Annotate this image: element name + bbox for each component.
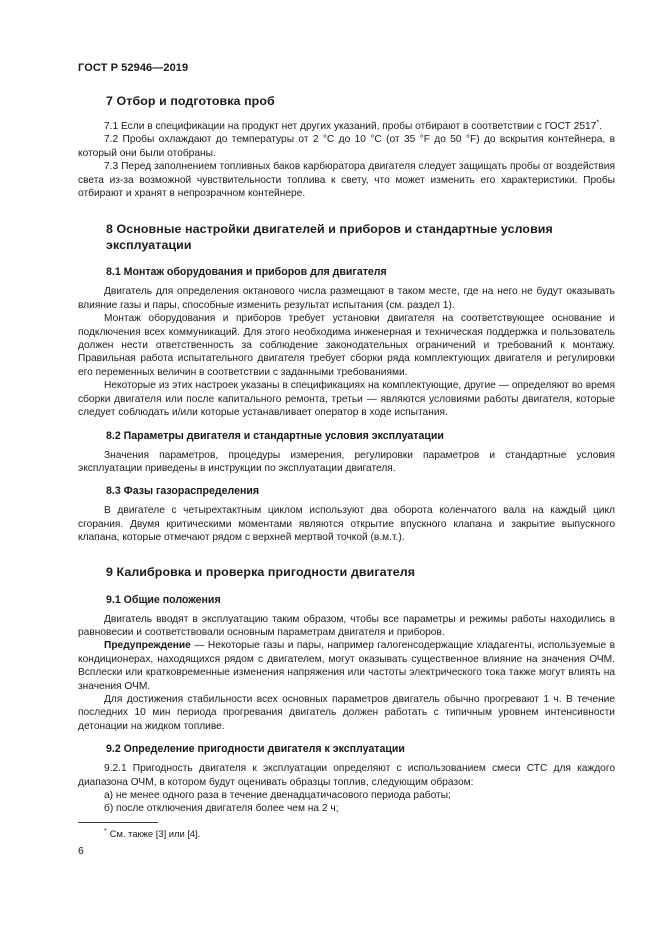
paragraph-8-3: В двигателе с четырехтактным циклом используют два оборота коленчатого вала на каждый цикл сгорания. Двумя критическими моментами являются открытие впускного клапана и закрытие выпускного клапана, которые отмечают рядом с верхней мертвой точкой (в.м.т.). [78, 505, 615, 544]
paragraph-8-1-a: Двигатель для определения октанового числа размещают в таком месте, где на него не будут оказывать влияние газы и пары, способные изменить результат испытания (см. раздел 1). [78, 286, 615, 311]
section-9-title: 9 Калибровка и проверка пригодности двигателя [106, 564, 416, 579]
subsection-8-1-title: 8.1 Монтаж оборудования и приборов для двигателя [106, 266, 387, 279]
footnote-reference: * [596, 119, 600, 127]
warning-text: — Некоторые газы и пары, например галогенсодержащие хладагенты, используемые в кондиционерах, находящихся рядом с двигателем, могут оказывать существенное влияние на значения ОЧМ. Всплески или кратковременные изменения напряжения или частоты электрического тока также могут влиять на значения ОЧМ. [78, 640, 615, 692]
section-8-title: 8 Основные настройки двигателей и приборов и стандартные условия эксплуатации [106, 222, 553, 253]
list-item-a: а) не менее одного раза в течение двенадцатичасового периода работы; [104, 790, 451, 801]
list-item-b: б) после отключения двигателя более чем на 2 ч; [104, 803, 339, 815]
page-content [78, 93, 615, 816]
paragraph-7-1 [78, 120, 615, 133]
subsection-8-3-title: 8.3 Фазы газораспределения [106, 485, 260, 498]
subsection-9-2-title: 9.2 Определение пригодности двигателя к эксплуатации [106, 743, 405, 756]
footnote-text: См. также [3] или [4]. [109, 828, 201, 839]
page-number: 6 [78, 845, 84, 857]
standard-header: ГОСТ Р 52946—2019 [78, 62, 189, 74]
subsection-9-1-title: 9.1 Общие положения [106, 593, 221, 606]
paragraph-8-1-b: Монтаж оборудования и приборов требует установки двигателя на соответствующее основание и подключения всех коммуникаций. Для этого необходима инженерная и техническая поддержка и пользователь должен нести ответственность за соблюдение законодательных ограничений и требований к монтажу. Правильная работа испытательного двигателя требует сборки ряда комплектующих двигателя и регулировки его переменных величин в соответствии с заданными требованиями. [78, 313, 615, 378]
paragraph-8-2: Значения параметров, процедуры измерения, регулировки параметров и стандартные условия эксплуатации приведены в инструкции по эксплуатации двигателя. [78, 449, 615, 474]
paragraph-9-1-a: Двигатель вводят в эксплуатацию таким образом, чтобы все параметры и режимы работы находились в равновесии и соответствовали основным параметрам двигателя и приборов. [78, 613, 615, 638]
footnote-mark: * [104, 827, 107, 835]
paragraph-7-3: 7.3 Перед заполнением топливных баков карбюратора двигателя следует защищать пробы от воздействия света из-за возможной чувствительности топлива к свету, что может изменить его характеристики. Пробы отбирают и хранят в непрозрачном контейнере. [78, 161, 615, 200]
subsection-8-2-title: 8.2 Параметры двигателя и стандартные условия эксплуатации [106, 429, 444, 442]
paragraph-9-1-c: Для достижения стабильности всех основных параметров двигатель обычно прогревают 1 ч. В течение последних 10 мин периода прогревания двигатель должен работать с типичным уровнем интенсивности детонации на жидком топливе. [78, 693, 615, 732]
paragraph-7-2: 7.2 Пробы охлаждают до температуры от 2 °C до 10 °C (от 35 °F до 50 °F) до вскрытия контейнера, в который они были отобраны. [78, 134, 615, 159]
warning-label: Предупреждение [104, 640, 191, 652]
footnote-divider [78, 822, 158, 823]
warning-paragraph [78, 639, 615, 693]
footnote [104, 828, 200, 839]
paragraph-8-1-c: Некоторые из этих настроек указаны в спецификациях на комплектующие, другие — определяют во время сборки двигателя или после капитального ремонта, третьи — являются условиями работы двигателя, которые следует соблюдать и/или которые устанавливает оператор в ходе испытания. [78, 380, 615, 419]
section-7-title: 7 Отбор и подготовка проб [106, 94, 275, 108]
paragraph-7-1-text: 7.1 Если в спецификации на продукт нет других указаний, пробы отбирают в соответствии с ГОСТ 2517 [104, 121, 597, 132]
paragraph-7-1-end: . [599, 121, 602, 132]
paragraph-9-2-1: 9.2.1 Пригодность двигателя к эксплуатации определяют с использованием смеси СТС для каждого диапазона ОЧМ, в котором будут оценивать образцы топлив, следующим образом: [78, 763, 615, 788]
